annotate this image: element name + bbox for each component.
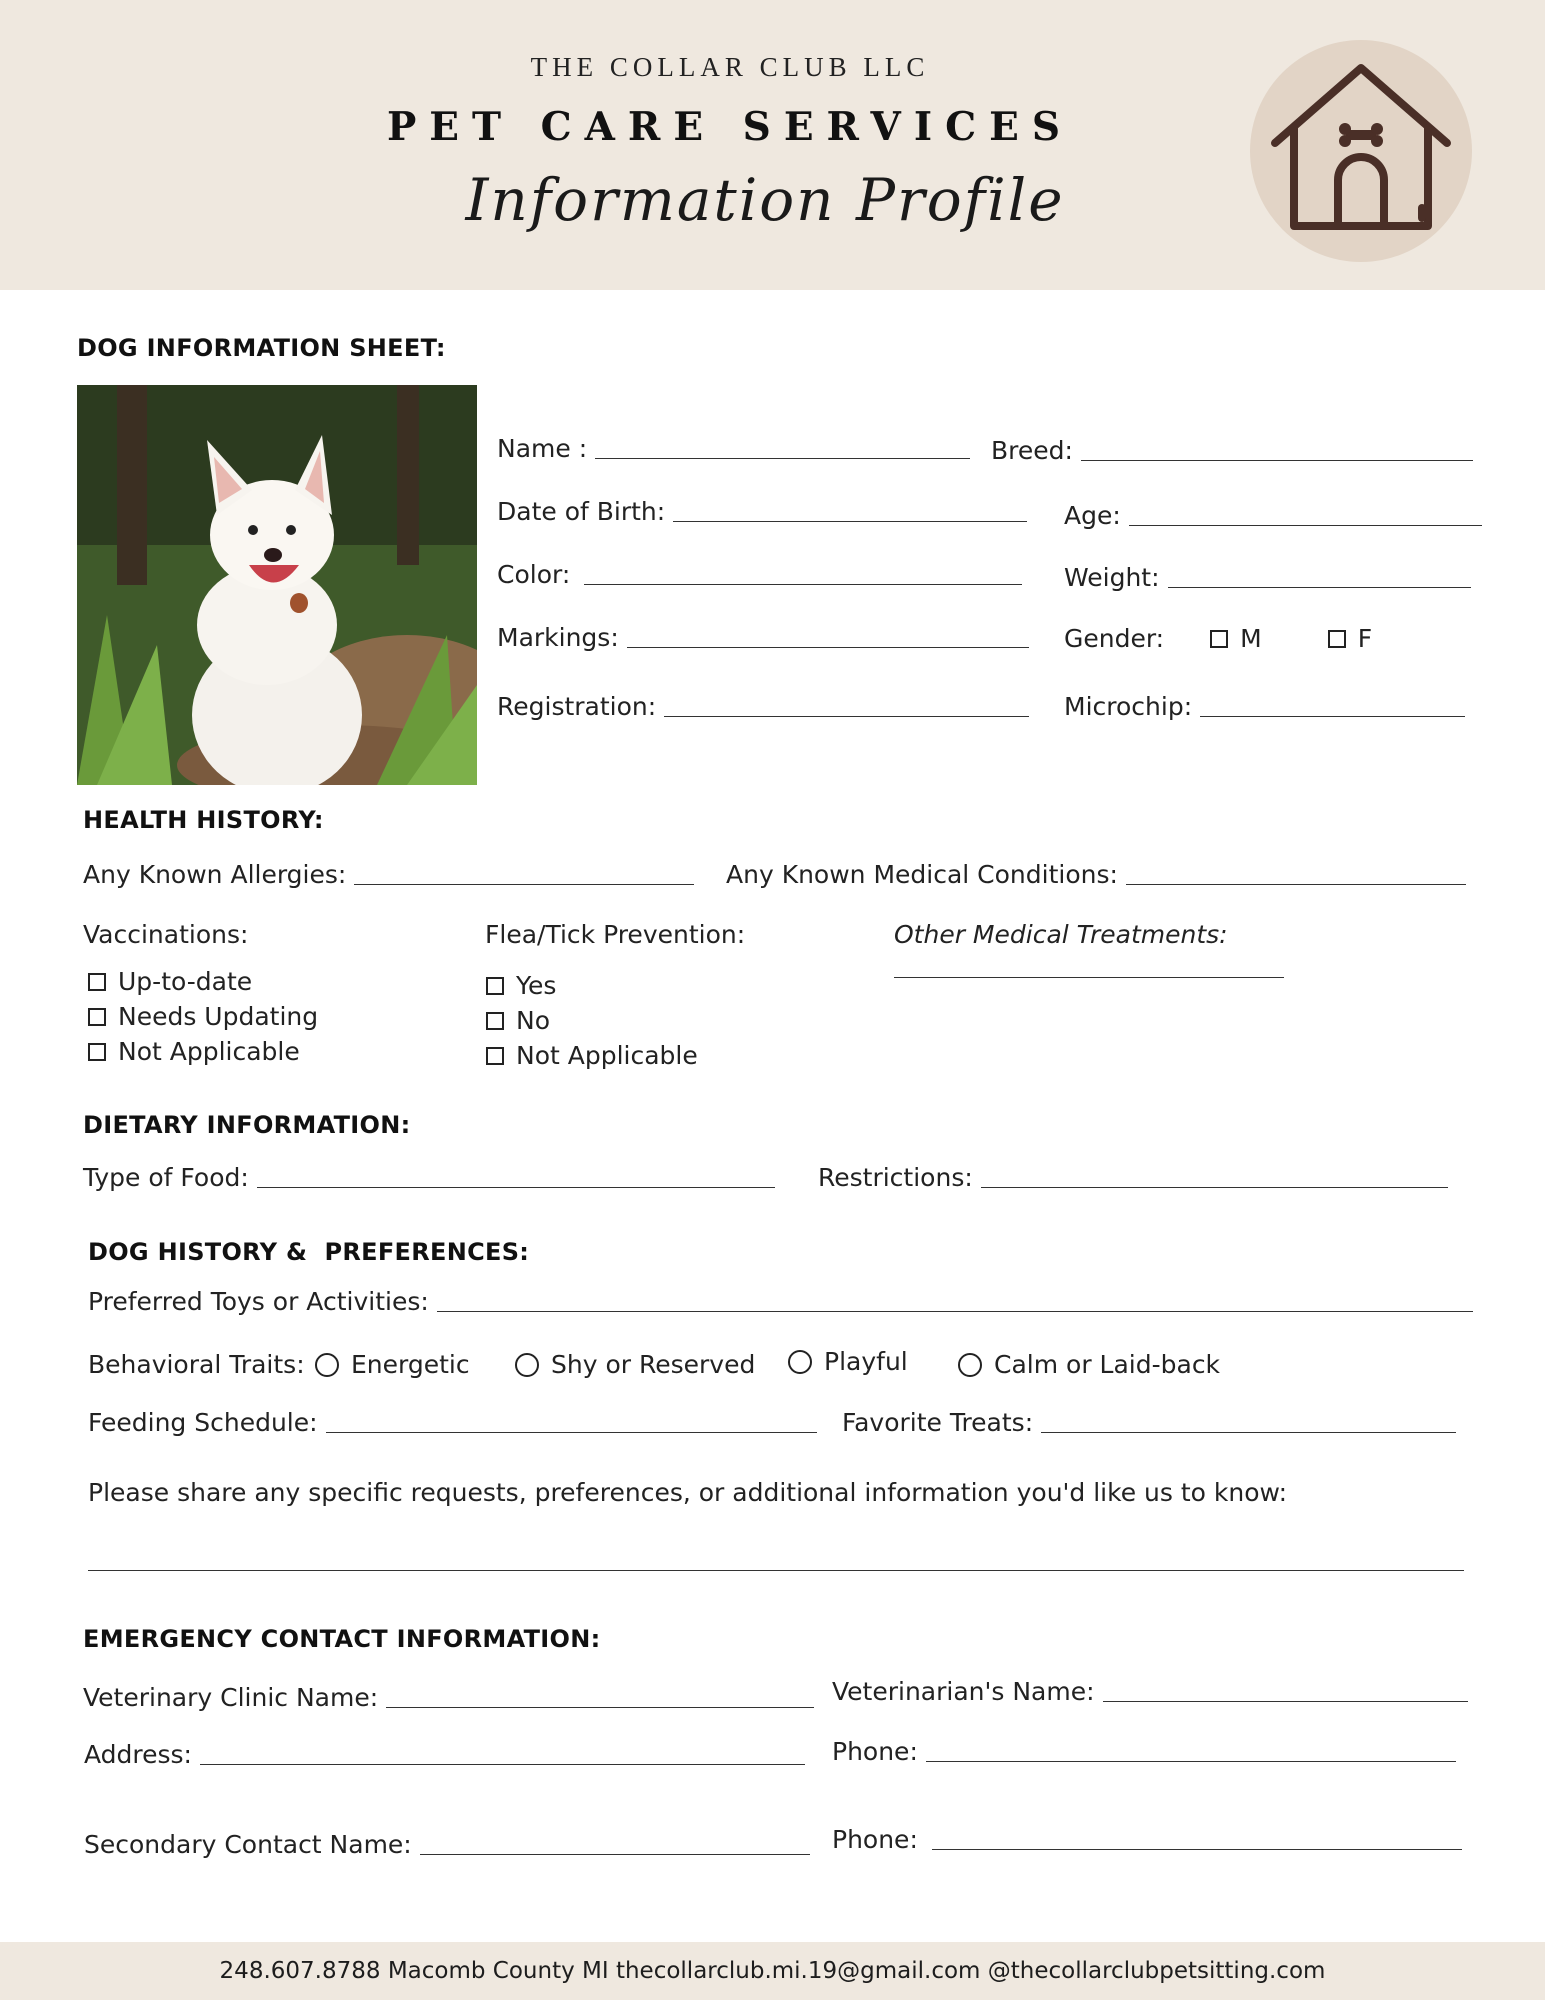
restrictions-field[interactable] (818, 1163, 1448, 1192)
microchip-label: Microchip: (1064, 692, 1193, 721)
emergency-heading: EMERGENCY CONTACT INFORMATION: (83, 1625, 601, 1653)
trait-radio[interactable] (515, 1353, 539, 1377)
flea-option[interactable] (486, 1006, 550, 1035)
document-subtitle: Information Profile (465, 166, 1065, 234)
markings-input-line[interactable] (627, 647, 1029, 648)
requests-input-line[interactable] (88, 1570, 1464, 1571)
footer-contact: 248.607.8788 Macomb County MI thecollarclub.mi.19@gmail.com @thecollarclubpetsitting.com (0, 1942, 1545, 2000)
restrictions-input-line[interactable] (981, 1187, 1448, 1188)
dob-field[interactable] (497, 497, 1027, 526)
flea-option-label: Not Applicable (516, 1041, 698, 1070)
flea-option-label: Yes (516, 971, 557, 1000)
phone-field[interactable] (832, 1737, 1456, 1766)
vaccinations-label: Vaccinations: (83, 920, 249, 949)
vaccination-option[interactable] (88, 1037, 300, 1066)
vaccination-checkbox[interactable] (88, 1008, 106, 1026)
address-input-line[interactable] (200, 1764, 805, 1765)
header-banner (0, 0, 1545, 290)
feeding-label: Feeding Schedule: (88, 1408, 318, 1437)
vaccination-option[interactable] (88, 967, 252, 996)
dob-label: Date of Birth: (497, 497, 666, 526)
gender-m-checkbox[interactable] (1210, 630, 1228, 648)
trait-option[interactable] (788, 1347, 908, 1376)
flea-checkbox[interactable] (486, 1047, 504, 1065)
health-heading: HEALTH HISTORY: (83, 806, 324, 834)
company-name: THE COLLAR CLUB LLC (530, 52, 930, 82)
gender-label: Gender: (1064, 624, 1165, 653)
other-treatments-label: Other Medical Treatments: (894, 920, 1228, 949)
registration-label: Registration: (497, 692, 657, 721)
microchip-input-line[interactable] (1200, 716, 1465, 717)
secondary-contact-input-line[interactable] (420, 1854, 810, 1855)
clinic-field[interactable] (83, 1683, 814, 1712)
microchip-field[interactable] (1064, 692, 1465, 721)
gender-f-checkbox[interactable] (1328, 630, 1346, 648)
phone-label: Phone: (832, 1737, 918, 1766)
allergies-label: Any Known Allergies: (83, 860, 347, 889)
clinic-input-line[interactable] (386, 1707, 814, 1708)
trait-radio[interactable] (315, 1353, 339, 1377)
trait-option-label: Shy or Reserved (551, 1350, 756, 1379)
feeding-field[interactable] (88, 1408, 817, 1437)
dog-house-icon (1250, 40, 1472, 262)
trait-radio[interactable] (788, 1350, 812, 1374)
vet-name-input-line[interactable] (1103, 1701, 1468, 1702)
registration-input-line[interactable] (664, 716, 1029, 717)
dog-photo (77, 385, 477, 785)
other-treatments-input-line[interactable] (894, 977, 1284, 978)
food-label: Type of Food: (83, 1163, 249, 1192)
weight-field[interactable] (1064, 563, 1471, 592)
breed-field[interactable] (991, 436, 1473, 465)
vaccination-option-label: Not Applicable (118, 1037, 300, 1066)
age-label: Age: (1064, 501, 1121, 530)
gender-field (1064, 624, 1372, 653)
phone2-input-line[interactable] (932, 1849, 1462, 1850)
service-title: PET CARE SERVICES (386, 104, 1073, 150)
vaccination-option-label: Needs Updating (118, 1002, 319, 1031)
phone2-label: Phone: (832, 1825, 918, 1854)
food-field[interactable] (83, 1163, 775, 1192)
trait-option[interactable] (515, 1350, 755, 1379)
toys-field[interactable] (88, 1287, 1473, 1316)
trait-option[interactable] (958, 1350, 1220, 1379)
vaccination-option[interactable] (88, 1002, 318, 1031)
secondary-contact-field[interactable] (84, 1830, 810, 1859)
flea-checkbox[interactable] (486, 977, 504, 995)
requests-label: Please share any specific requests, preferences, or additional information you'd like us to know: (88, 1478, 1288, 1507)
trait-option-label: Playful (824, 1347, 908, 1376)
allergies-field[interactable] (83, 860, 694, 889)
allergies-input-line[interactable] (354, 884, 694, 885)
color-field[interactable] (497, 560, 1022, 589)
treats-field[interactable] (842, 1408, 1456, 1437)
food-input-line[interactable] (257, 1187, 775, 1188)
conditions-label: Any Known Medical Conditions: (726, 860, 1118, 889)
logo (1250, 40, 1472, 262)
breed-input-line[interactable] (1081, 460, 1473, 461)
gender-f-label: F (1357, 624, 1373, 653)
traits-label: Behavioral Traits: (88, 1350, 305, 1379)
phone-input-line[interactable] (926, 1761, 1456, 1762)
markings-label: Markings: (497, 623, 619, 652)
flea-option-label: No (516, 1006, 550, 1035)
trait-option[interactable] (315, 1350, 470, 1379)
gender-m-label: M (1240, 624, 1262, 653)
history-heading: DOG HISTORY & PREFERENCES: (88, 1238, 530, 1266)
feeding-input-line[interactable] (326, 1432, 817, 1433)
dog-info-heading: DOG INFORMATION SHEET: (77, 334, 446, 362)
vaccination-checkbox[interactable] (88, 1043, 106, 1061)
name-label: Name : (497, 434, 588, 463)
secondary-contact-label: Secondary Contact Name: (84, 1830, 412, 1859)
age-field[interactable] (1064, 501, 1482, 530)
name-field[interactable] (497, 434, 970, 463)
vet-name-label: Veterinarian's Name: (832, 1677, 1095, 1706)
clinic-label: Veterinary Clinic Name: (83, 1683, 379, 1712)
toys-label: Preferred Toys or Activities: (88, 1287, 429, 1316)
weight-input-line[interactable] (1168, 587, 1471, 588)
conditions-field[interactable] (726, 860, 1466, 889)
trait-option-label: Energetic (351, 1350, 470, 1379)
name-input-line[interactable] (595, 458, 970, 459)
weight-label: Weight: (1064, 563, 1160, 592)
vaccination-checkbox[interactable] (88, 973, 106, 991)
trait-option-label: Calm or Laid-back (994, 1350, 1221, 1379)
flea-label: Flea/Tick Prevention: (485, 920, 746, 949)
flea-checkbox[interactable] (486, 1012, 504, 1030)
restrictions-label: Restrictions: (818, 1163, 973, 1192)
color-input-line[interactable] (584, 584, 1022, 585)
markings-field[interactable] (497, 623, 1029, 652)
color-label: Color: (497, 560, 571, 589)
vet-name-field[interactable] (832, 1677, 1468, 1706)
flea-option[interactable] (486, 1041, 698, 1070)
registration-field[interactable] (497, 692, 1029, 721)
toys-input-line[interactable] (437, 1311, 1473, 1312)
treats-label: Favorite Treats: (842, 1408, 1034, 1437)
vaccination-option-label: Up-to-date (118, 967, 253, 996)
trait-radio[interactable] (958, 1353, 982, 1377)
address-label: Address: (84, 1740, 192, 1769)
age-input-line[interactable] (1129, 525, 1482, 526)
diet-heading: DIETARY INFORMATION: (83, 1111, 411, 1139)
address-field[interactable] (84, 1740, 805, 1769)
treats-input-line[interactable] (1041, 1432, 1456, 1433)
flea-option[interactable] (486, 971, 556, 1000)
dob-input-line[interactable] (673, 521, 1027, 522)
breed-label: Breed: (991, 436, 1073, 465)
phone2-field[interactable] (832, 1825, 1462, 1854)
conditions-input-line[interactable] (1126, 884, 1466, 885)
